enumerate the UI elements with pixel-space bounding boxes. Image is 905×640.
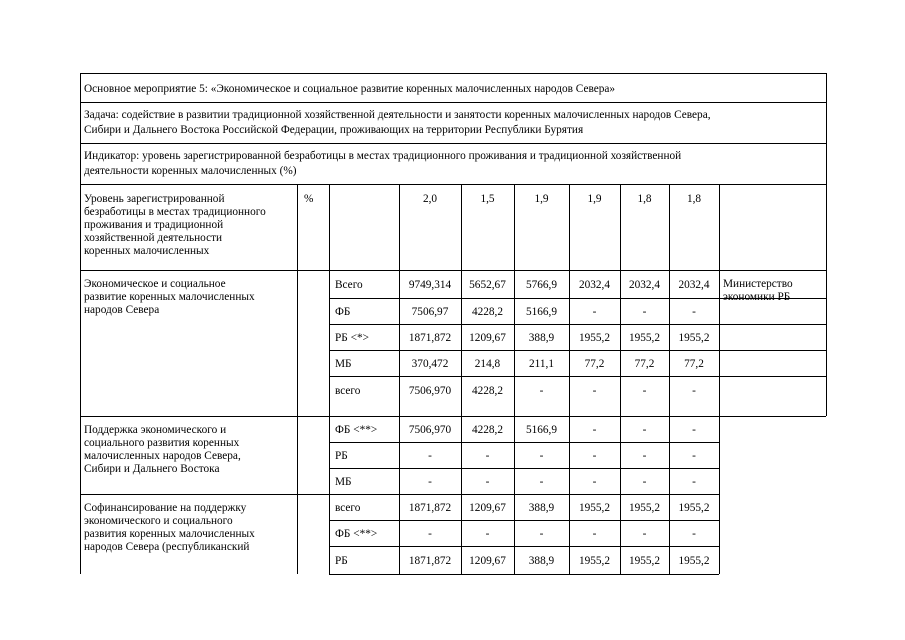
amount-cell: 1955,2 [628, 502, 661, 514]
indicator-name [80, 190, 297, 261]
indicator-line-1: Индикатор: уровень зарегистрированной безработицы в местах традиционного проживания и традиционной хозяйственной [84, 150, 682, 162]
task-line-1: Задача: содействие в развитии традиционной хозяйственной деятельности и занятости коренных малочисленных народов Севера, [84, 109, 711, 121]
amount-cell: - [642, 306, 647, 318]
amount-cell: 1955,2 [678, 502, 710, 514]
amount-cell: 7506,970 [408, 424, 452, 436]
amount-cell: 214,8 [474, 358, 501, 370]
section-title-line: Поддержка экономического и [84, 424, 227, 436]
amount-cell: 5166,9 [525, 306, 558, 318]
amount-cell: - [539, 528, 544, 540]
amount-cell: 388,9 [528, 555, 555, 567]
amount-cell: 2032,4 [578, 279, 611, 291]
section-title-line: развития коренных малочисленных [84, 528, 255, 540]
indicator-value: 1,5 [480, 193, 495, 205]
amount-cell: - [592, 306, 597, 318]
section-title-line: народов Севера [84, 304, 160, 316]
funding-source: РБ <*> [335, 332, 369, 344]
amount-cell: - [539, 476, 544, 488]
amount-cell: 1209,67 [469, 555, 506, 567]
amount-cell: 1871,872 [408, 555, 452, 567]
main-event-text: Основное мероприятие 5: «Экономическое и социальное развитие коренных малочисленных народов Севера» [84, 83, 616, 95]
section-title-line: народов Севера (республиканский [84, 541, 250, 553]
section-title [80, 499, 297, 557]
amount-cell: 77,2 [684, 358, 704, 370]
amount-cell: 77,2 [584, 358, 605, 370]
amount-cell: 1955,2 [578, 502, 611, 514]
amount-cell: - [592, 450, 597, 462]
section-title-line: Сибири и Дальнего Востока [84, 463, 220, 475]
indicator-value: 1,8 [686, 193, 702, 205]
amount-cell: - [692, 306, 696, 318]
amount-cell: 2032,4 [628, 279, 661, 291]
funding-source: РБ [335, 555, 348, 567]
amount-cell: 1871,872 [408, 502, 452, 514]
amount-cell: 211,1 [529, 358, 554, 370]
amount-cell: 1871,872 [408, 332, 452, 344]
amount-cell: 4228,2 [471, 306, 504, 318]
section-title-line: социального развития коренных [84, 437, 240, 449]
amount-cell: - [642, 424, 647, 436]
unit-label: % [304, 193, 314, 205]
amount-cell: 5166,9 [525, 424, 558, 436]
amount-cell: - [692, 528, 696, 540]
amount-cell: 1209,67 [469, 332, 506, 344]
amount-cell: 388,9 [528, 332, 555, 344]
amount-cell: 1955,2 [628, 332, 661, 344]
executor-name-line: Министерство [723, 278, 793, 290]
amount-cell: 1955,2 [578, 332, 611, 344]
funding-source: МБ [335, 358, 352, 370]
funding-source: МБ [335, 476, 352, 488]
amount-cell: 9749,314 [408, 279, 452, 291]
indicator-name-line: Уровень зарегистрированной [84, 193, 225, 205]
amount-cell: 5766,9 [525, 279, 558, 291]
amount-cell: 7506,97 [411, 306, 449, 318]
funding-source: РБ [335, 450, 348, 462]
indicator-value: 2,0 [422, 193, 438, 205]
amount-cell: 388,9 [528, 502, 555, 514]
funding-source: ФБ <**> [335, 528, 378, 540]
indicator-row [80, 146, 826, 182]
indicator-value: 1,9 [587, 193, 602, 205]
main-event-row [80, 79, 826, 100]
amount-cell: 4228,2 [471, 385, 504, 397]
section-title-line: Софинансирование на поддержку [84, 502, 247, 514]
amount-cell: - [692, 385, 696, 397]
amount-cell: - [592, 385, 597, 397]
amount-cell: 1955,2 [578, 555, 611, 567]
section-title [80, 421, 297, 479]
amount-cell: 370,472 [411, 358, 449, 370]
indicator-value: 1,8 [637, 193, 652, 205]
amount-cell: - [642, 450, 647, 462]
amount-cell: 7506,970 [408, 385, 452, 397]
funding-source: Всего [335, 279, 363, 291]
funding-source: ФБ <**> [335, 424, 378, 436]
section-title-line: развитие коренных малочисленных [84, 291, 255, 303]
section-title-line: экономического и социального [84, 515, 233, 527]
amount-cell: - [485, 476, 490, 488]
amount-cell: 77,2 [634, 358, 655, 370]
funding-source: всего [335, 502, 361, 514]
indicator-value: 1,9 [534, 193, 549, 205]
amount-cell: 1955,2 [678, 332, 710, 344]
amount-cell: - [592, 424, 597, 436]
amount-cell: - [692, 424, 696, 436]
amount-cell: - [539, 450, 544, 462]
amount-cell: - [428, 450, 432, 462]
amount-cell: - [539, 385, 544, 397]
amount-cell: - [692, 450, 696, 462]
indicator-name-line: хозяйственной деятельности [84, 232, 223, 244]
section-title-line: Экономическое и социальное [84, 278, 226, 290]
amount-cell: - [485, 450, 490, 462]
funding-source: всего [335, 385, 361, 397]
indicator-name-line: коренных малочисленных [84, 245, 210, 257]
amount-cell: - [428, 476, 432, 488]
amount-cell: - [642, 476, 647, 488]
amount-cell: 1955,2 [628, 555, 661, 567]
funding-source: ФБ [335, 306, 351, 318]
task-row [80, 105, 826, 141]
indicator-line-2: деятельности коренных малочисленных (%) [84, 165, 297, 177]
amount-cell: - [592, 528, 597, 540]
amount-cell: 1209,67 [469, 502, 506, 514]
indicator-name-line: проживания и традиционной [84, 219, 224, 231]
amount-cell: 4228,2 [471, 424, 504, 436]
executor-name [719, 275, 826, 307]
amount-cell: 2032,4 [678, 279, 710, 291]
amount-cell: 1955,2 [678, 555, 710, 567]
indicator-name-line: безработицы в местах традиционного [84, 206, 266, 218]
section-title-line: малочисленных народов Севера, [84, 450, 241, 462]
executor-name-line: экономики РБ [723, 291, 791, 303]
amount-cell: - [642, 385, 647, 397]
amount-cell: 5652,67 [469, 279, 506, 291]
amount-cell: - [692, 476, 696, 488]
amount-cell: - [428, 528, 432, 540]
amount-cell: - [592, 476, 597, 488]
task-line-2: Сибири и Дальнего Востока Российской Федерации, проживающих на территории Республики Бурятия [84, 124, 584, 136]
amount-cell: - [485, 528, 490, 540]
amount-cell: - [642, 528, 647, 540]
section-title [80, 275, 297, 320]
